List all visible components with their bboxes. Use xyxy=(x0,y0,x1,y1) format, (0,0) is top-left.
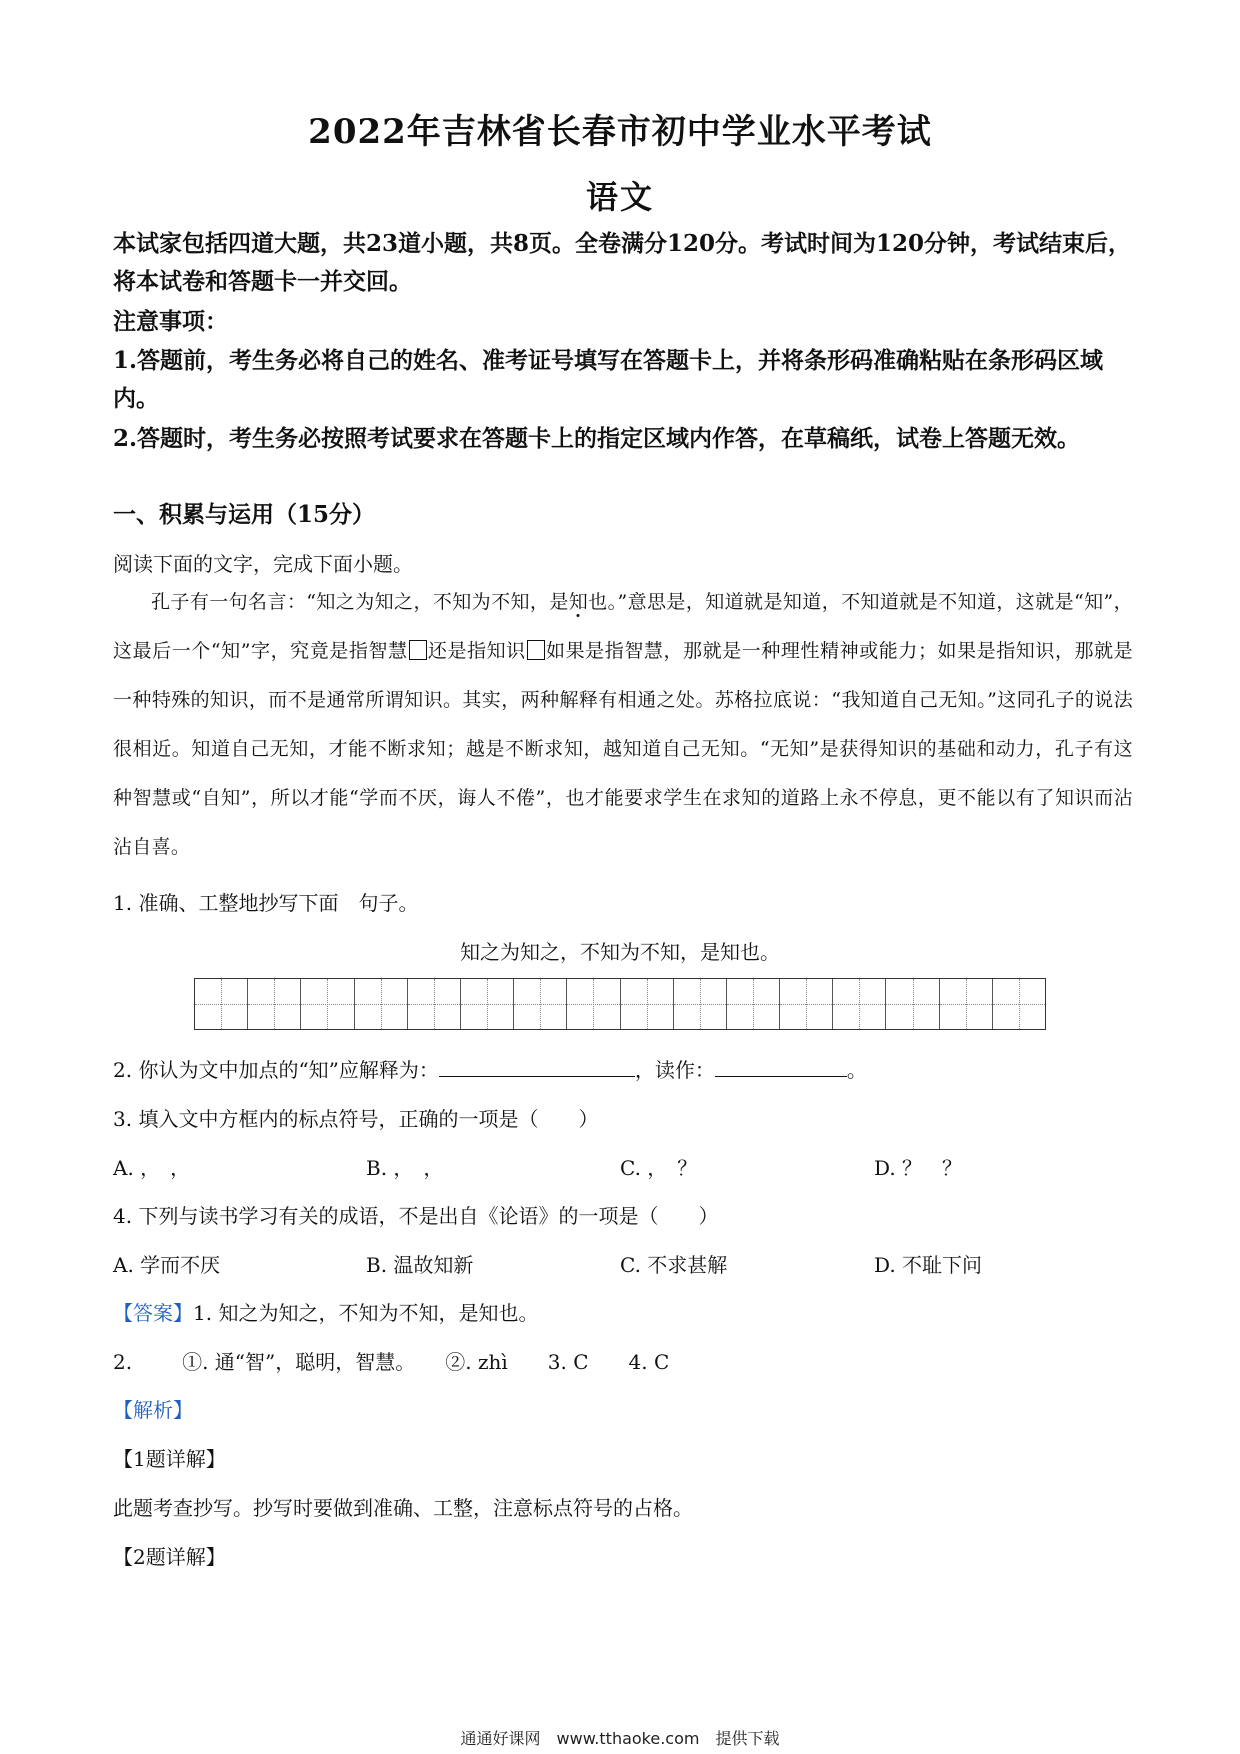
detail-2-heading: 【2题详解】 xyxy=(113,1545,226,1569)
exam-title: 2022年吉林省长春市初中学业水平考试 xyxy=(308,112,932,152)
passage-text-2: 也。”意思是，知道就是知道，不知道就是不知道，这就是“知”，这最后一个“知”字，究竟是指智慧 xyxy=(113,591,1133,662)
q3-option-d: D. ？ ？ xyxy=(874,1156,963,1180)
answer-line-2 xyxy=(113,1346,669,1375)
q3-option-a: A. ， ， xyxy=(113,1156,191,1180)
detail-1-text: 此题考查抄写。抄写时要做到准确、工整，注意标点符号的占格。 xyxy=(113,1496,693,1520)
answer-line-1 xyxy=(113,1297,538,1326)
dotted-char: 知 xyxy=(568,591,589,613)
grid-cell xyxy=(621,979,674,1029)
grid-cell xyxy=(727,979,780,1029)
passage-text-1: 孔子有一句名言：“知之为知之，不知为不知，是 xyxy=(151,591,569,613)
grid-cell xyxy=(514,979,567,1029)
question-4: 4. 下列与读书学习有关的成语，不是出自《论语》的一项是（ ） xyxy=(113,1204,719,1228)
grid-cell xyxy=(780,979,833,1029)
punctuation-box-1 xyxy=(409,640,427,660)
answer-label: 【答案】 xyxy=(113,1301,193,1325)
answer-1: 1. 知之为知之，不知为不知，是知也。 xyxy=(193,1301,539,1325)
analysis-label: 【解析】 xyxy=(113,1398,193,1422)
q2-blank-pronunciation[interactable] xyxy=(715,1058,847,1077)
question-2 xyxy=(113,1054,867,1083)
detail-1-heading: 【1题详解】 xyxy=(113,1447,226,1471)
grid-cell xyxy=(408,979,461,1029)
reading-instruction: 阅读下面的文字，完成下面小题。 xyxy=(113,552,413,576)
q4-option-b: B. 温故知新 xyxy=(366,1253,474,1277)
q4-option-a: A. 学而不厌 xyxy=(113,1253,221,1277)
note-item-1: 1.答题前，考生务必将自己的姓名、准考证号填写在答题卡上，并将条形码准确粘贴在条形码区域内。 xyxy=(113,347,1104,412)
grid-cell xyxy=(993,979,1045,1029)
reading-passage xyxy=(113,578,1133,872)
q4-option-d: D. 不耻下问 xyxy=(874,1253,983,1277)
grid-cell xyxy=(567,979,620,1029)
q4-option-c: C. 不求甚解 xyxy=(620,1253,728,1277)
grid-cell xyxy=(833,979,886,1029)
question-1: 1. 准确、工整地抄写下面 句子。 xyxy=(113,891,419,915)
punctuation-box-2 xyxy=(527,640,545,660)
grid-cell xyxy=(301,979,354,1029)
q2-prefix: 2. 你认为文中加点的“知”应解释为： xyxy=(113,1058,439,1082)
passage-text-4: 如果是指智慧，那就是一种理性精神或能力；如果是指知识，那就是一种特殊的知识，而不是通常所谓知识。其实，两种解释有相通之处。苏格拉底说：“我知道自己无知。”这同孔子的说法很相近。知道自己无知，才能不断求知；越是不断求知，越知道自己无知。“无知”是获得知识的基础和动力，孔子有这种智慧或“自知”，所以才能“学而不厌，诲人不倦”，也才能要求学生在求知的道路上永不停息，更不能以有了知识而沾沾自喜。 xyxy=(113,640,1133,858)
exam-intro: 本试家包括四道大题，共23道小题，共8页。全卷满分120分。考试时间为120分钟，考试结束后，将本试卷和答题卡一并交回。 xyxy=(113,230,1132,295)
q2-mid: ，读作： xyxy=(634,1058,715,1082)
copy-sentence: 知之为知之，不知为不知，是知也。 xyxy=(460,940,780,964)
q2-blank-meaning[interactable] xyxy=(439,1058,635,1077)
question-3: 3. 填入文中方框内的标点符号，正确的一项是（ ） xyxy=(113,1107,599,1131)
copy-writing-grid[interactable] xyxy=(194,978,1046,1030)
answer-2-rest: ①. 通“智”，聪明，智慧。 ②. zhì 3. C 4. C xyxy=(182,1350,670,1374)
section-heading: 一、积累与运用（15分） xyxy=(113,501,376,528)
grid-cell xyxy=(674,979,727,1029)
q3-option-b: B. ， ， xyxy=(366,1156,444,1180)
grid-cell xyxy=(940,979,993,1029)
grid-cell xyxy=(886,979,939,1029)
grid-cell xyxy=(195,979,248,1029)
note-item-2: 2.答题时，考生务必按照考试要求在答题卡上的指定区域内作答，在草稿纸，试卷上答题无效。 xyxy=(113,425,1081,452)
subject-title: 语文 xyxy=(585,178,654,216)
footer-source: 通通好课网 www.tthaoke.com 提供下载 xyxy=(460,1729,780,1748)
q2-suffix: 。 xyxy=(846,1058,867,1082)
notes-heading: 注意事项： xyxy=(113,308,228,335)
grid-cell xyxy=(248,979,301,1029)
grid-cell xyxy=(461,979,514,1029)
grid-cell xyxy=(355,979,408,1029)
q3-option-c: C. ， ？ xyxy=(620,1156,698,1180)
answer-2-number: 2. xyxy=(113,1350,133,1374)
passage-text-3: 还是指知识 xyxy=(427,640,526,662)
